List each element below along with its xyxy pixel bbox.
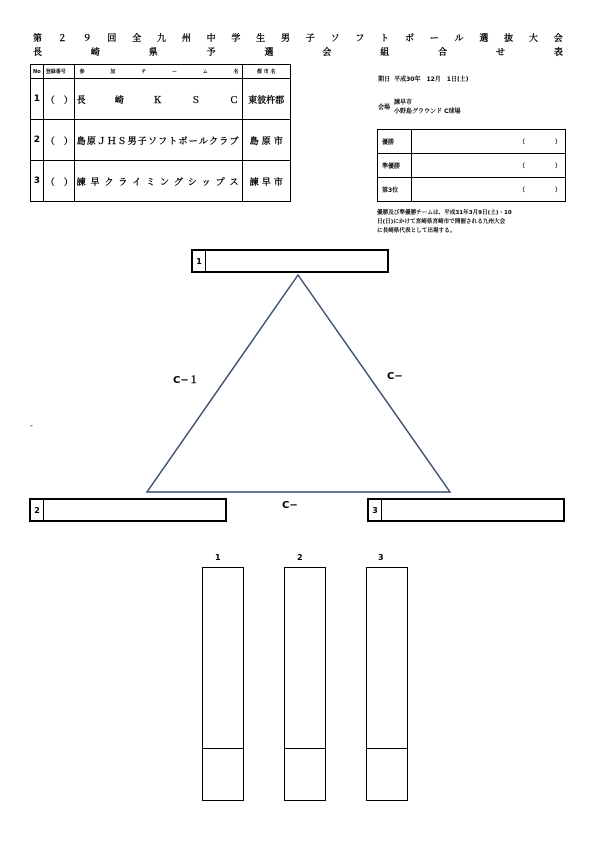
score-divider bbox=[203, 748, 243, 749]
header-name-char: ー bbox=[171, 69, 177, 75]
header-name-char: 参 bbox=[79, 69, 85, 75]
title-char: フ bbox=[355, 34, 365, 44]
title-char: ト bbox=[380, 34, 390, 44]
slot-number: 2 bbox=[31, 500, 44, 520]
result-value: （ ） bbox=[412, 130, 566, 154]
team-name-char: 男 bbox=[127, 136, 137, 147]
header-reg: 登録番号 bbox=[43, 65, 74, 79]
note-line: 日(日)にかけて宮崎県宮崎市で開催される九州大会 bbox=[377, 219, 506, 225]
team-name-char: ミ bbox=[146, 177, 156, 188]
team-name-char: ク bbox=[209, 136, 219, 147]
title-char: ー bbox=[429, 34, 439, 44]
team-name-char: ッ bbox=[201, 177, 211, 188]
team-name-char: 子 bbox=[137, 136, 147, 147]
team-slot-2[interactable] bbox=[29, 498, 227, 522]
team-name-char: ラ bbox=[219, 136, 229, 147]
header-no: No bbox=[31, 65, 44, 79]
title-char: ル bbox=[454, 34, 464, 44]
subtitle-char: 組 bbox=[380, 48, 390, 58]
title-char: ９ bbox=[82, 34, 92, 44]
row-no: 2 bbox=[31, 120, 44, 161]
team-name-char: Ｓ bbox=[117, 136, 127, 147]
header-name-char: ム bbox=[202, 69, 208, 75]
venue-label: 会場 bbox=[378, 104, 391, 111]
result-value: （ ） bbox=[412, 154, 566, 178]
result-label: 準優勝 bbox=[378, 154, 412, 178]
title-char: 抜 bbox=[504, 34, 514, 44]
team-name-char: ー bbox=[188, 136, 198, 147]
team-name-char: ス bbox=[229, 177, 239, 188]
row-city: 島 原 市 bbox=[242, 120, 291, 161]
subtitle-char: 県 bbox=[148, 48, 158, 58]
team-name-char: 島 bbox=[76, 136, 86, 147]
date-label: 期日 bbox=[378, 76, 391, 83]
result-label: 優勝 bbox=[378, 130, 412, 154]
team-name-char: Ｊ bbox=[97, 136, 107, 147]
slot-number: 1 bbox=[193, 251, 206, 271]
title-char: 第 bbox=[33, 34, 43, 44]
subtitle-char: 予 bbox=[206, 48, 216, 58]
team-name-char: ト bbox=[168, 136, 178, 147]
header-name-char: 加 bbox=[110, 69, 116, 75]
venue-line1: 諫早市 bbox=[394, 99, 413, 106]
date-value: 平成30年 12月 1日(土) bbox=[394, 76, 469, 83]
subtitle-char: 長 bbox=[33, 48, 43, 58]
header-name-char: 名 bbox=[233, 69, 239, 75]
subtitle-char: せ bbox=[496, 48, 506, 58]
subtitle-char: 合 bbox=[438, 48, 448, 58]
title-char: 学 bbox=[231, 34, 241, 44]
title-char: 大 bbox=[528, 34, 538, 44]
score-column-3[interactable] bbox=[366, 567, 408, 801]
title-char: ソ bbox=[330, 34, 340, 44]
note-line: に長崎県代表として出場する。 bbox=[377, 228, 456, 234]
team-name-char: ブ bbox=[229, 136, 239, 147]
team-name-char: Ｋ bbox=[153, 95, 163, 106]
header-city: 都 市 名 bbox=[242, 65, 291, 79]
title-char: ボ bbox=[404, 34, 414, 44]
row-reg: （ ） bbox=[43, 161, 74, 202]
edge-label-left: C−１ bbox=[173, 375, 199, 386]
title-char: 生 bbox=[256, 34, 266, 44]
result-label: 第3位 bbox=[378, 178, 412, 202]
score-column-2[interactable] bbox=[284, 567, 326, 801]
score-divider bbox=[367, 748, 407, 749]
team-name-char: シ bbox=[187, 177, 197, 188]
row-reg: （ ） bbox=[43, 120, 74, 161]
row-no: 1 bbox=[31, 79, 44, 120]
title-char: 男 bbox=[280, 34, 290, 44]
team-name-char: ン bbox=[160, 177, 170, 188]
subtitle-char: 崎 bbox=[90, 48, 100, 58]
subtitle-char: 会 bbox=[322, 48, 332, 58]
edge-label-bottom: C− bbox=[282, 500, 298, 511]
team-name-char: ボ bbox=[178, 136, 188, 147]
team-name-char: フ bbox=[158, 136, 168, 147]
team-name-char: 崎 bbox=[114, 95, 124, 106]
edge-label-right: C− bbox=[387, 371, 403, 382]
subtitle-char: 表 bbox=[553, 48, 563, 58]
row-city: 諫 早 市 bbox=[242, 161, 291, 202]
title-char: 選 bbox=[479, 34, 489, 44]
header-name-char: チ bbox=[141, 69, 147, 75]
score-divider bbox=[285, 748, 325, 749]
team-name-char: グ bbox=[173, 177, 183, 188]
venue-line2: 小野島グラウンド C球場 bbox=[394, 108, 461, 115]
note-line: 優勝及び準優勝チームは、平成31年3月9日(土)・10 bbox=[377, 210, 512, 216]
score-column-label: 1 bbox=[215, 553, 221, 562]
title-char: 九 bbox=[156, 34, 166, 44]
team-name-char: プ bbox=[215, 177, 225, 188]
row-reg: （ ） bbox=[43, 79, 74, 120]
team-name-char: Ｈ bbox=[107, 136, 117, 147]
team-name-char: 諫 bbox=[76, 177, 86, 188]
title-char: 回 bbox=[107, 34, 117, 44]
team-name-char: Ｓ bbox=[191, 95, 201, 106]
result-value: （ ） bbox=[412, 178, 566, 202]
title-char: 子 bbox=[305, 34, 315, 44]
score-column-label: 3 bbox=[378, 553, 384, 562]
team-name-char: Ｃ bbox=[229, 95, 239, 106]
title-char: 州 bbox=[181, 34, 191, 44]
team-slot-3[interactable] bbox=[367, 498, 565, 522]
stray-mark: - bbox=[30, 421, 33, 430]
score-column-1[interactable] bbox=[202, 567, 244, 801]
title-char: 全 bbox=[132, 34, 142, 44]
title-char: 会 bbox=[553, 34, 563, 44]
slot-number: 3 bbox=[369, 500, 382, 520]
team-name-char: ル bbox=[198, 136, 208, 147]
row-city: 東彼杵郡 bbox=[242, 79, 291, 120]
title-char: ２ bbox=[57, 34, 67, 44]
subtitle-char: 選 bbox=[264, 48, 274, 58]
team-name-char: ソ bbox=[147, 136, 157, 147]
score-column-label: 2 bbox=[297, 553, 303, 562]
team-name-char: 原 bbox=[86, 136, 96, 147]
team-name-char: 長 bbox=[76, 95, 86, 106]
team-name-char: イ bbox=[132, 177, 142, 188]
team-slot-1[interactable] bbox=[191, 249, 389, 273]
team-name-char: 早 bbox=[90, 177, 100, 188]
row-no: 3 bbox=[31, 161, 44, 202]
title-char: 中 bbox=[206, 34, 216, 44]
team-name-char: ク bbox=[104, 177, 114, 188]
team-name-char: ラ bbox=[118, 177, 128, 188]
